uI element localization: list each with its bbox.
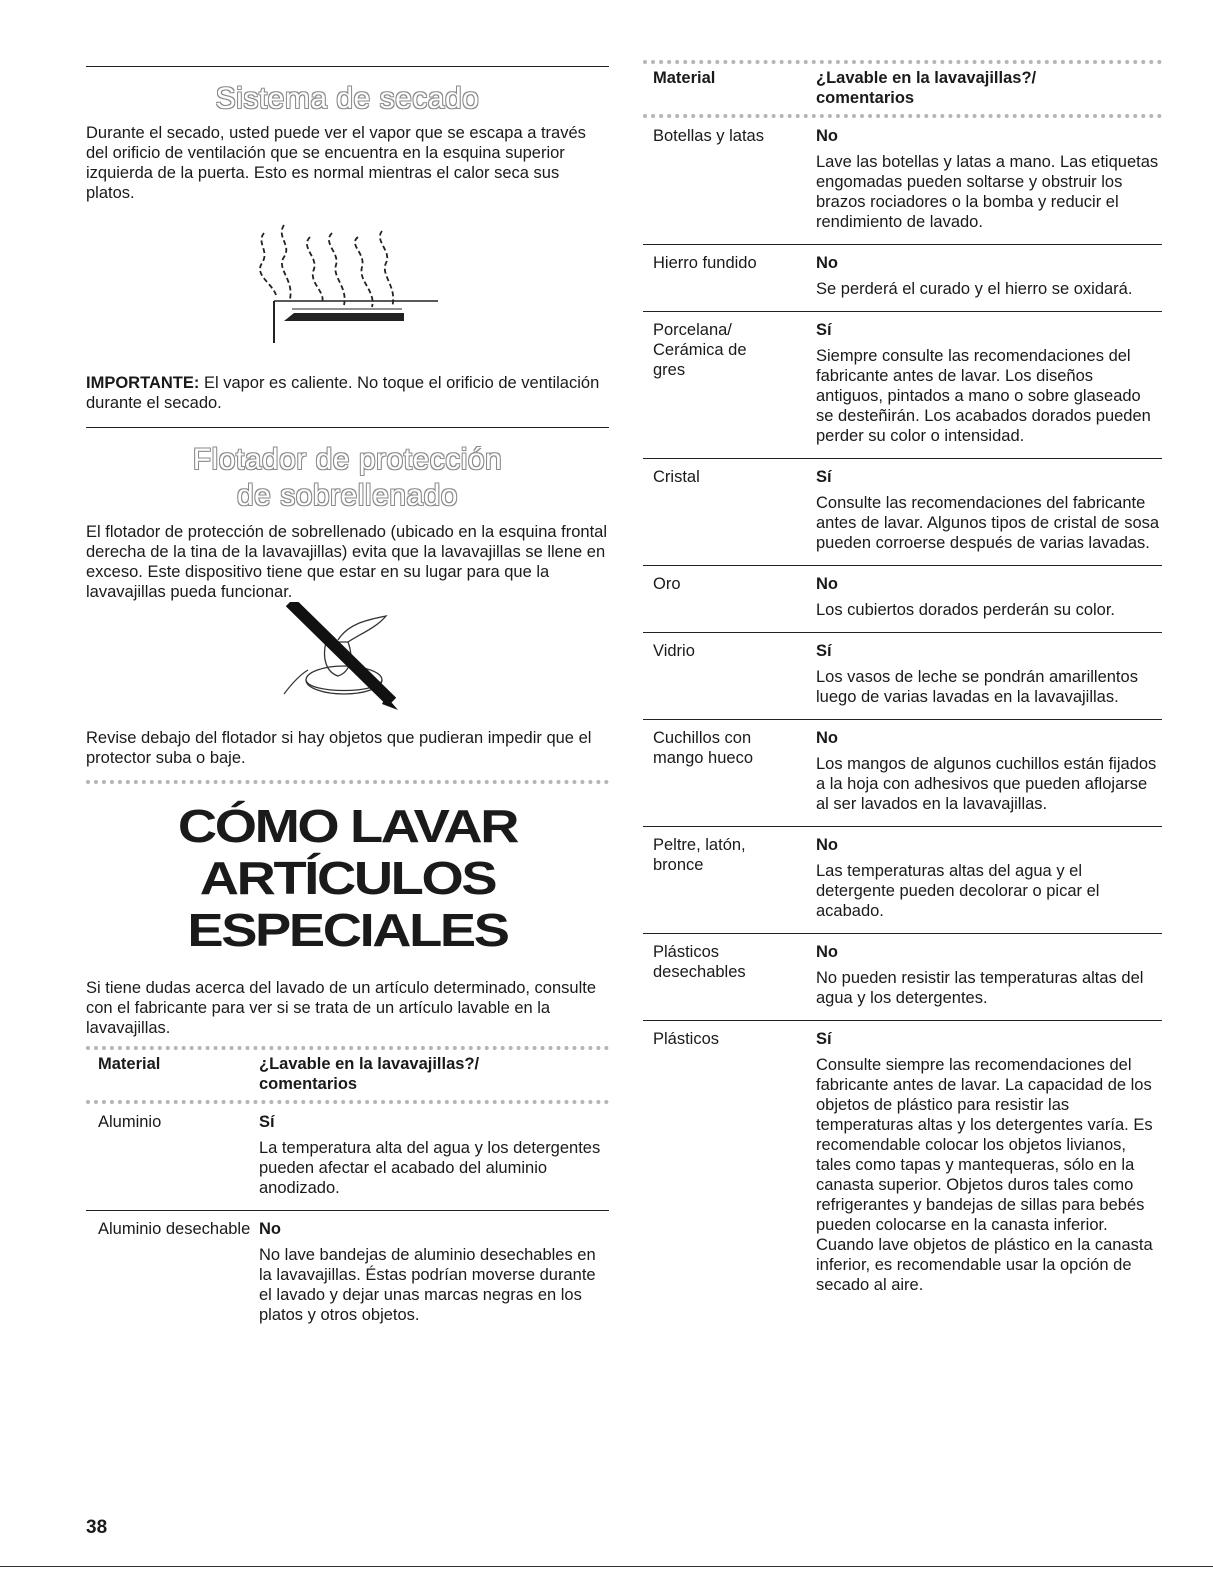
material-name: Vidrio bbox=[653, 642, 695, 660]
washable-answer: No bbox=[816, 254, 838, 272]
material-details bbox=[816, 566, 1162, 632]
section-rule bbox=[86, 427, 609, 428]
table-row bbox=[643, 312, 1162, 459]
header-washable-line1: ¿Lavable en la lavavajillas?/ bbox=[259, 1055, 480, 1073]
right-table-header bbox=[643, 68, 1162, 114]
material-details bbox=[259, 1104, 609, 1210]
material-comment: Los vasos de leche se pondrán amarillentos luego de varias lavadas en la lavavajillas. bbox=[816, 668, 1138, 706]
bottom-rule bbox=[0, 1566, 1213, 1567]
material-comment: Las temperaturas altas del agua y el detergente pueden decolorar o picar el acabado. bbox=[816, 862, 1100, 920]
right-column bbox=[643, 60, 1162, 1307]
material-comment: Se perderá el curado y el hierro se oxidará. bbox=[816, 280, 1133, 298]
main-heading-line1: CÓMO LAVAR bbox=[177, 800, 518, 852]
material-name: Plásticos desechables bbox=[653, 943, 746, 981]
left-column bbox=[86, 66, 609, 1337]
material-name: Peltre, latón, bronce bbox=[653, 836, 746, 874]
page-number: 38 bbox=[86, 1517, 108, 1538]
material-details bbox=[816, 312, 1162, 458]
table-row bbox=[643, 720, 1162, 827]
material-comment: Lave las botellas y latas a mano. Las etiquetas engomadas pueden soltarse y obstruir los brazos rociadores o la bomba y reducir el rendimiento de lavado. bbox=[816, 153, 1159, 231]
material-comment: Consulte siempre las recomendaciones del fabricante antes de lavar. La capacidad de los objetos de plástico para resistir las temperaturas altas y los detergentes varía. Es recomendable colocar los objetos livianos, tales como tapas y mantequeras, sólo en la canasta superior. Objetos duros tales como refrigerantes y bandejas de sillas para bebés pueden colocarse en la canasta inferior. Cuando lave objetos de plástico en la canasta inferior, es recomendable usar la opción de secado al aire. bbox=[816, 1056, 1153, 1294]
header-material: Material bbox=[653, 69, 716, 87]
table-row bbox=[86, 1211, 609, 1337]
steam-vent-icon bbox=[86, 203, 609, 361]
material-name: Aluminio desechable bbox=[98, 1220, 251, 1238]
washable-answer: No bbox=[816, 575, 838, 593]
material-comment: No pueden resistir las temperaturas altas del agua y los detergentes. bbox=[816, 969, 1144, 1007]
material-name: Porcelana/ Cerámica de gres bbox=[653, 321, 747, 379]
left-table-header bbox=[86, 1054, 609, 1100]
header-material: Material bbox=[98, 1055, 161, 1073]
left-table-body bbox=[86, 1104, 609, 1337]
washable-answer: Sí bbox=[816, 1030, 832, 1048]
material-comment: Siempre consulte las recomendaciones del fabricante antes de lavar. Los diseños antiguos, pintados a mano o sobre glaseado se desteñirán. Los acabados dorados pueden perder su color o intensidad. bbox=[816, 347, 1151, 445]
material-details bbox=[259, 1211, 609, 1337]
material-details bbox=[816, 827, 1162, 933]
main-heading-line3: ESPECIALES bbox=[187, 904, 508, 956]
important-text: El vapor es caliente. No toque el orificio de ventilación durante el secado. bbox=[86, 374, 600, 412]
overfill-float-title bbox=[86, 442, 609, 514]
table-row bbox=[643, 118, 1162, 245]
material-details bbox=[816, 720, 1162, 826]
header-washable-line1: ¿Lavable en la lavavajillas?/ bbox=[816, 69, 1037, 87]
material-comment: Los mangos de algunos cuchillos están fijados a la hoja con adhesivos que pueden aflojarse al ser lavados en la lavavajillas. bbox=[816, 755, 1157, 813]
material-name: Aluminio bbox=[98, 1113, 162, 1131]
material-comment: Los cubiertos dorados perderán su color. bbox=[816, 601, 1116, 619]
section-rule bbox=[86, 66, 609, 67]
table-top-separator bbox=[643, 60, 1162, 64]
header-washable-line2: comentarios bbox=[259, 1075, 358, 1093]
material-name: Plásticos bbox=[653, 1030, 720, 1048]
table-row bbox=[643, 245, 1162, 312]
header-washable bbox=[259, 1054, 609, 1094]
material-details bbox=[816, 633, 1162, 719]
material-name: Oro bbox=[653, 575, 681, 593]
intro-paragraph: Si tiene dudas acerca del lavado de un artículo determinado, consulte con el fabricante para ver si se trata de un artículo lavable en la lavavajillas. bbox=[86, 979, 596, 1037]
float-check-note: Revise debajo del flotador si hay objetos que pudieran impedir que el protector suba o baje. bbox=[86, 729, 592, 767]
table-row bbox=[643, 633, 1162, 720]
overfill-float-icon bbox=[86, 602, 609, 716]
washable-answer: No bbox=[816, 943, 838, 961]
material-details bbox=[816, 459, 1162, 565]
drying-system-title: Sistema de secado bbox=[215, 82, 480, 115]
overfill-float-body: El flotador de protección de sobrellenado (ubicado en la esquina frontal derecha de la tina de la lavavajillas) evita que la lavavajillas se llene en exceso. Este dispositivo tiene que estar en su lugar para que la lavavajillas pueda funcionar. bbox=[86, 523, 608, 601]
important-label: IMPORTANTE: bbox=[86, 374, 200, 392]
table-row bbox=[643, 459, 1162, 566]
table-row bbox=[643, 566, 1162, 633]
washable-answer: No bbox=[816, 127, 838, 145]
material-comment: La temperatura alta del agua y los detergentes pueden afectar el acabado del aluminio anodizado. bbox=[259, 1139, 601, 1197]
overfill-float-title-line2: de sobrellenado bbox=[236, 479, 458, 512]
main-heading bbox=[86, 800, 609, 956]
material-comment: No lave bandejas de aluminio desechables en la lavavajillas. Éstas podrían moverse durante el lavado y dejar unas marcas negras en los platos y otros objetos. bbox=[259, 1246, 596, 1324]
dotted-separator bbox=[86, 780, 609, 784]
washable-answer: No bbox=[816, 836, 838, 854]
table-row bbox=[86, 1104, 609, 1211]
table-row bbox=[643, 1021, 1162, 1307]
material-name: Botellas y latas bbox=[653, 127, 764, 145]
washable-answer: Sí bbox=[259, 1113, 275, 1131]
washable-answer: No bbox=[259, 1220, 281, 1238]
main-heading-line2: ARTÍCULOS bbox=[199, 852, 496, 904]
table-row bbox=[643, 827, 1162, 934]
important-note bbox=[86, 373, 609, 413]
material-details bbox=[816, 1021, 1162, 1307]
overfill-float-title-line1: Flotador de protección bbox=[192, 443, 503, 476]
drying-system-body: Durante el secado, usted puede ver el vapor que se escapa a través del orificio de ventilación que se encuentra en la esquina superior izquierda de la puerta. Esto es normal mientras el calor seca sus platos. bbox=[86, 124, 586, 202]
header-washable bbox=[816, 68, 1162, 108]
washable-answer: Sí bbox=[816, 468, 832, 486]
material-details bbox=[816, 934, 1162, 1020]
float-illustration bbox=[86, 602, 609, 716]
washable-answer: No bbox=[816, 729, 838, 747]
material-details bbox=[816, 245, 1162, 311]
header-washable-line2: comentarios bbox=[816, 89, 915, 107]
table-row bbox=[643, 934, 1162, 1021]
washable-answer: Sí bbox=[816, 642, 832, 660]
material-name: Cristal bbox=[653, 468, 700, 486]
material-comment: Consulte las recomendaciones del fabricante antes de lavar. Algunos tipos de cristal de sosa pueden corroerse después de varias lavadas. bbox=[816, 494, 1160, 552]
material-details bbox=[816, 118, 1162, 244]
material-name: Cuchillos con mango hueco bbox=[653, 729, 753, 767]
right-table-body bbox=[643, 118, 1162, 1307]
washable-answer: Sí bbox=[816, 321, 832, 339]
table-top-separator bbox=[86, 1046, 609, 1050]
steam-illustration bbox=[86, 203, 609, 361]
material-name: Hierro fundido bbox=[653, 254, 757, 272]
